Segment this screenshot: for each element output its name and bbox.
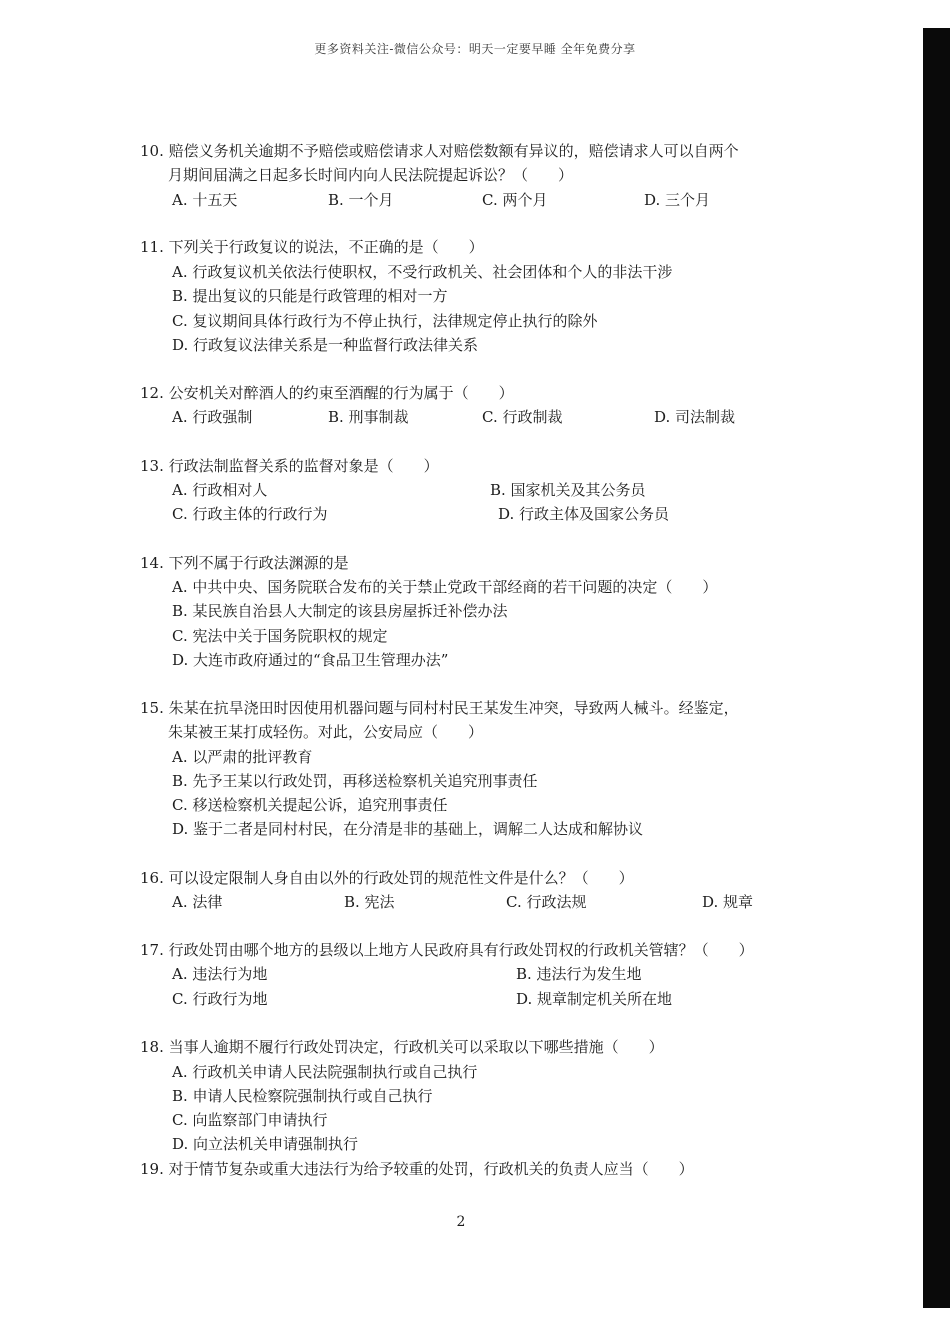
question-17: 17. 行政处罚由哪个地方的县级以上地方人民政府具有行政处罚权的行政机关管辖？（ ） bbox=[140, 941, 754, 959]
question-19: 19. 对于情节复杂或重大违法行为给予较重的处罚，行政机关的负责人应当（ ） bbox=[140, 1160, 694, 1178]
option: C. 两个月 bbox=[482, 191, 548, 209]
option: D. 行政主体及国家公务员 bbox=[498, 505, 670, 523]
option: B. 一个月 bbox=[328, 191, 394, 209]
option: A. 中共中央、国务院联合发布的关于禁止党政干部经商的若干问题的决定（ ） bbox=[172, 578, 718, 596]
option: B. 国家机关及其公务员 bbox=[490, 481, 646, 499]
scan-edge-bar bbox=[923, 28, 950, 1308]
header-note: 更多资料关注-微信公众号：明天一定要早睡 全年免费分享 bbox=[314, 42, 636, 56]
question-13: 13. 行政法制监督关系的监督对象是（ ） bbox=[140, 457, 439, 475]
option: D. 规章制定机关所在地 bbox=[516, 990, 673, 1008]
option: B. 申请人民检察院强制执行或自己执行 bbox=[172, 1087, 433, 1105]
option: A. 行政机关申请人民法院强制执行或自己执行 bbox=[172, 1063, 478, 1081]
question-15-line-1: 15. 朱某在抗旱浇田时因使用机器问题与同村村民王某发生冲突，导致两人械斗。经鉴定， bbox=[140, 699, 739, 717]
question-14: 14. 下列不属于行政法渊源的是 bbox=[140, 554, 349, 572]
question-16: 16. 可以设定限制人身自由以外的行政处罚的规范性文件是什么？（ ） bbox=[140, 869, 634, 887]
option: D. 规章 bbox=[702, 893, 754, 911]
option: D. 向立法机关申请强制执行 bbox=[172, 1135, 359, 1153]
question-10-line-2: 月期间届满之日起多长时间内向人民法院提起诉讼？（ ） bbox=[168, 166, 574, 184]
question-12: 12. 公安机关对醉酒人的约束至酒醒的行为属于（ ） bbox=[140, 384, 514, 402]
option: D. 鉴于二者是同村村民，在分清是非的基础上，调解二人达成和解协议 bbox=[172, 820, 644, 838]
option: C. 行政制裁 bbox=[482, 408, 563, 426]
option: B. 先予王某以行政处罚，再移送检察机关追究刑事责任 bbox=[172, 772, 538, 790]
option: A. 行政复议机关依法行使职权，不受行政机关、社会团体和个人的非法干涉 bbox=[172, 263, 673, 281]
option: D. 司法制裁 bbox=[654, 408, 736, 426]
option: A. 十五天 bbox=[172, 191, 238, 209]
option: B. 违法行为发生地 bbox=[516, 965, 642, 983]
option: B. 刑事制裁 bbox=[328, 408, 409, 426]
option: A. 以严肃的批评教育 bbox=[172, 748, 313, 766]
option: A. 违法行为地 bbox=[172, 965, 268, 983]
page-number: 2 bbox=[456, 1214, 466, 1230]
option: A. 行政相对人 bbox=[172, 481, 268, 499]
question-15-line-2: 朱某被王某打成轻伤。对此，公安局应（ ） bbox=[168, 723, 484, 741]
option: C. 宪法中关于国务院职权的规定 bbox=[172, 627, 388, 645]
option: B. 某民族自治县人大制定的该县房屋拆迁补偿办法 bbox=[172, 602, 508, 620]
option: C. 移送检察机关提起公诉，追究刑事责任 bbox=[172, 796, 448, 814]
option: D. 三个月 bbox=[644, 191, 711, 209]
option: D. 大连市政府通过的“食品卫生管理办法” bbox=[172, 651, 449, 669]
question-10-line-1: 10. 赔偿义务机关逾期不予赔偿或赔偿请求人对赔偿数额有异议的，赔偿请求人可以自两个 bbox=[140, 142, 739, 160]
option: D. 行政复议法律关系是一种监督行政法律关系 bbox=[172, 336, 479, 354]
option: A. 行政强制 bbox=[172, 408, 253, 426]
option: C. 复议期间具体行政行为不停止执行，法律规定停止执行的除外 bbox=[172, 312, 598, 330]
option: C. 行政法规 bbox=[506, 893, 587, 911]
question-18: 18. 当事人逾期不履行行政处罚决定，行政机关可以采取以下哪些措施（ ） bbox=[140, 1038, 664, 1056]
option: B. 提出复议的只能是行政管理的相对一方 bbox=[172, 287, 448, 305]
option: C. 行政主体的行政行为 bbox=[172, 505, 328, 523]
option: B. 宪法 bbox=[344, 893, 395, 911]
option: A. 法律 bbox=[172, 893, 223, 911]
option: C. 行政行为地 bbox=[172, 990, 268, 1008]
question-11: 11. 下列关于行政复议的说法，不正确的是（ ） bbox=[140, 238, 484, 256]
option: C. 向监察部门申请执行 bbox=[172, 1111, 328, 1129]
